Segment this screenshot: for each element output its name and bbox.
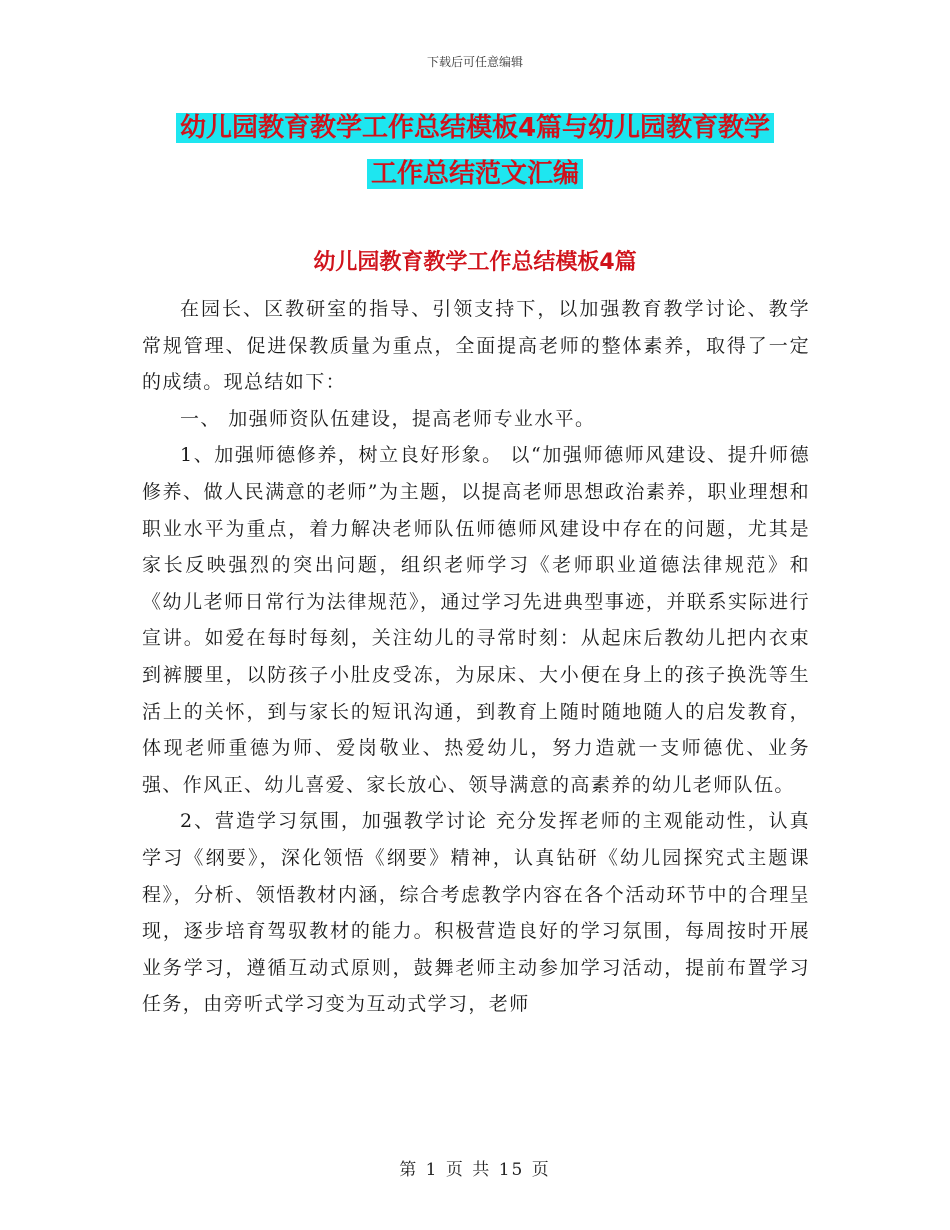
paragraph-heading-1: 一、 加强师资队伍建设，提高老师专业水平。	[180, 407, 596, 430]
page-number-footer: 第 1 页 共 15 页	[399, 1160, 551, 1180]
paragraph-item-2: 2、营造学习氛围，加强教学讨论 充分发挥老师的主观能动性，认真学习《纲要》，深化领悟《纲要》精神，认真钻研《幼儿园探究式主题课程》，分析、领悟教材内涵，综合考虑教学内容在各个活动环节中的合理呈现，逐步培育驾驭教材的能力。积极营造良好的学习氛围，每周按时开展业务学习，遵循互动式原则，鼓舞老师主动参加学习活动，提前布置学习任务，由旁听式学习变为互动式学习，老师	[142, 810, 810, 1016]
document-title-text-1: 幼儿园教育教学工作总结模板4篇与幼儿园教育教学	[176, 113, 774, 143]
paragraph-item-1: 1、加强师德修养，树立良好形象。 以“加强师德师风建设、提升师德修养、做人民满意的老师”为主题，以提高老师思想政治素养，职业理想和职业水平为重点，着力解决老师队伍师德师风建设中存在的问题，尤其是家长反映强烈的突出问题，组织老师学习《老师职业道德法律规范》和《幼儿老师日常行为法律规范》，通过学习先进典型事迹，并联系实际进行宣讲。如爱在每时每刻，关注幼儿的寻常时刻：从起床后教幼儿把内衣束到裤腰里，以防孩子小肚皮受冻，为尿床、大小便在身上的孩子换洗等生活上的关怀，到与家长的短讯沟通，到教育上随时随地随人的启发教育，体现老师重德为师、爱岗敬业、热爱幼儿，努力造就一支师德优、业务强、作风正、幼儿喜爱、家长放心、领导满意的高素养的幼儿老师队伍。	[142, 444, 810, 796]
header-note: 下载后可任意编辑	[426, 55, 523, 69]
document-title-text-2: 工作总结范文汇编	[367, 159, 583, 189]
document-body	[142, 291, 810, 1023]
section-title: 幼儿园教育教学工作总结模板4篇	[313, 250, 637, 275]
document-title-line-2	[0, 153, 950, 195]
paragraph-intro: 在园长、区教研室的指导、引领支持下，以加强教育教学讨论、教学常规管理、促进保教质量为重点，全面提高老师的整体素养，取得了一定的成绩。现总结如下：	[142, 298, 810, 394]
document-title-line-1	[0, 107, 950, 149]
